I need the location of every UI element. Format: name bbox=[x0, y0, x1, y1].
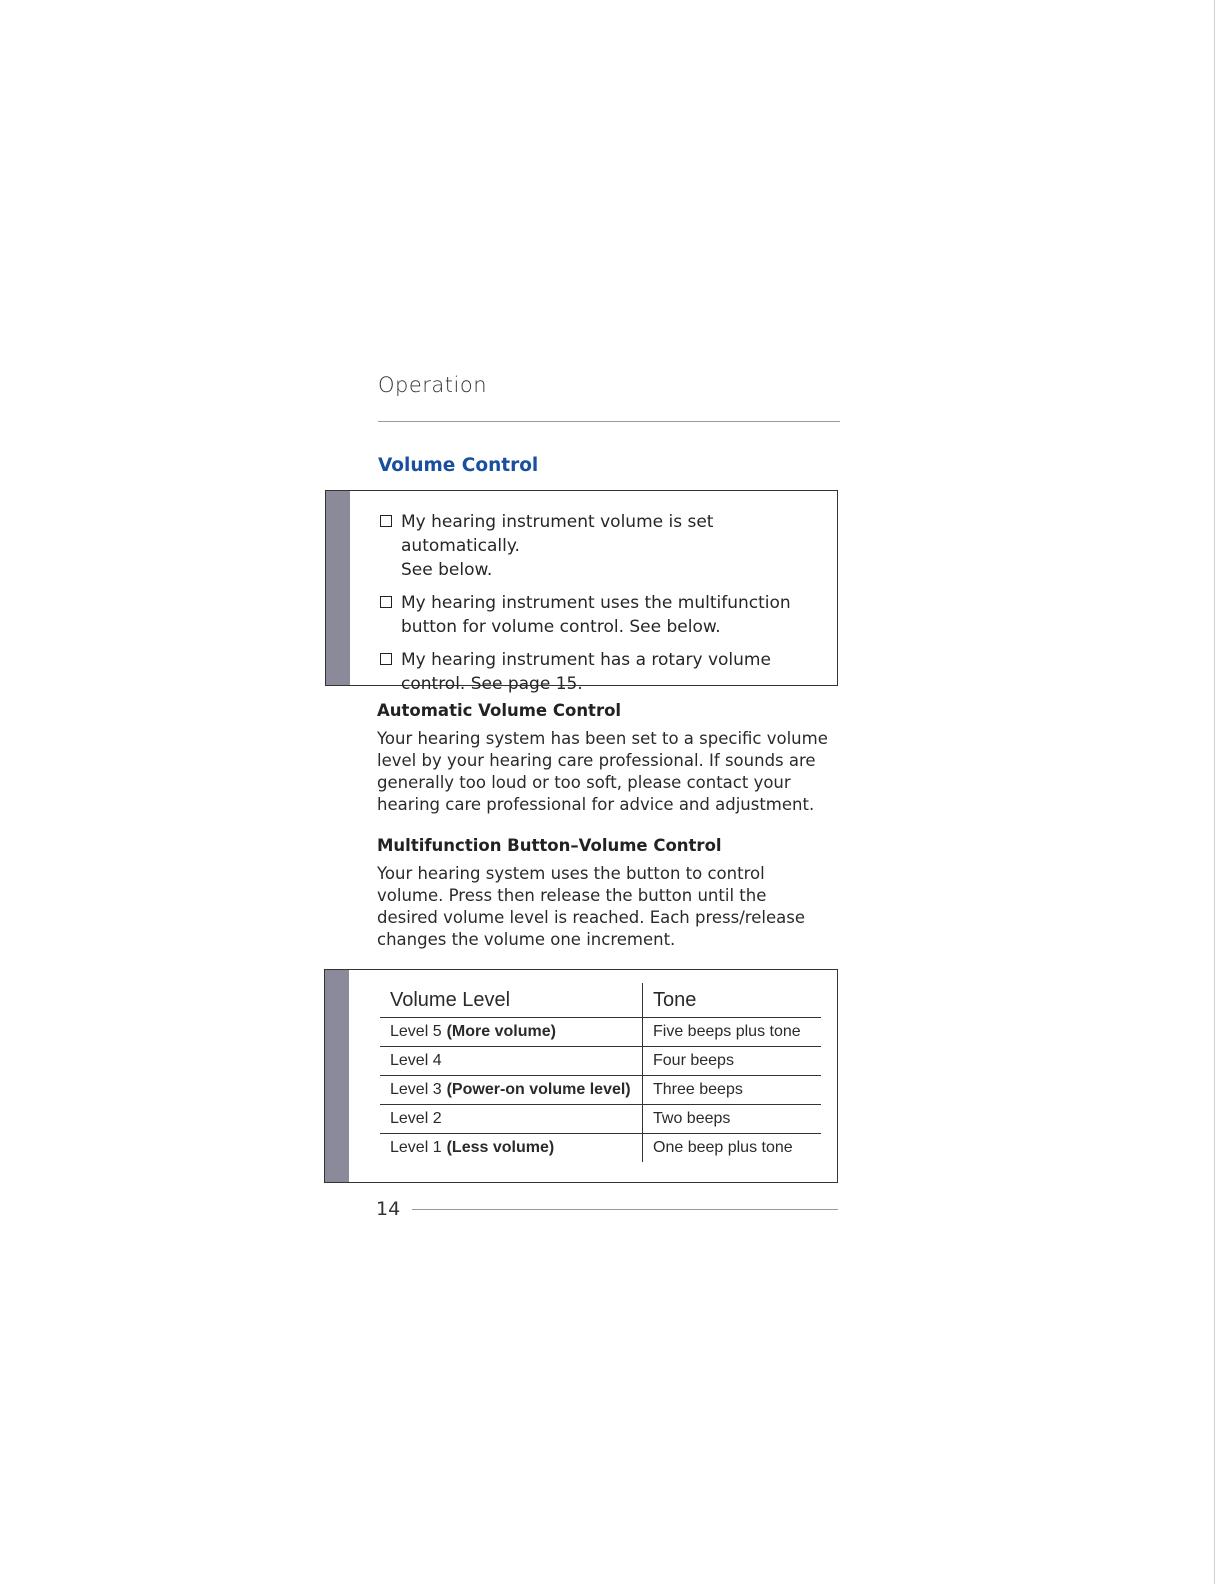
multifunction-volume-text bbox=[377, 863, 837, 951]
section-title: Operation bbox=[378, 373, 488, 397]
panel-side-bar bbox=[325, 970, 349, 1182]
option-text-line1: My hearing instrument has a rotary volume bbox=[401, 650, 771, 670]
table-row bbox=[380, 1047, 821, 1076]
text-line: desired volume level is reached. Each press/release bbox=[377, 908, 805, 927]
level-note: (Power-on volume level) bbox=[446, 1081, 631, 1098]
tone-cell: One beep plus tone bbox=[653, 1139, 793, 1156]
checkbox-icon[interactable] bbox=[380, 653, 392, 665]
text-line: Your hearing system uses the button to control bbox=[377, 864, 765, 883]
level-label: Level 3 bbox=[390, 1081, 442, 1098]
option-text-line1: My hearing instrument volume is set automatically. bbox=[401, 512, 714, 556]
text-line: generally too loud or too soft, please contact your bbox=[377, 773, 791, 792]
tone-cell: Four beeps bbox=[643, 1047, 822, 1076]
option-text-line2: See below. bbox=[401, 560, 493, 580]
option-text-line2: control. See page 15. bbox=[401, 674, 583, 694]
volume-options-panel bbox=[325, 490, 838, 694]
level-cell bbox=[380, 1076, 643, 1105]
text-line: hearing care professional for advice and adjustment. bbox=[377, 795, 815, 814]
automatic-volume-text bbox=[377, 728, 837, 816]
checkbox-icon[interactable] bbox=[380, 596, 392, 608]
level-cell bbox=[380, 1047, 643, 1076]
text-line: volume. Press then release the button until the bbox=[377, 886, 767, 905]
volume-level-table-panel bbox=[324, 969, 838, 1183]
table-row bbox=[380, 1018, 821, 1047]
table-row bbox=[380, 1076, 821, 1105]
table-header-row bbox=[380, 983, 821, 1018]
level-label: Level 5 bbox=[390, 1023, 442, 1040]
option-automatic bbox=[379, 510, 829, 582]
volume-level-table bbox=[380, 983, 821, 1162]
table-row bbox=[380, 1105, 821, 1134]
level-label: Level 2 bbox=[390, 1110, 442, 1127]
volume-options-list bbox=[379, 510, 829, 705]
volume-control-title: Volume Control bbox=[378, 455, 539, 476]
multifunction-volume-heading: Multifunction Button–Volume Control bbox=[377, 836, 722, 855]
level-label: Level 1 bbox=[390, 1139, 442, 1156]
header-tone: Tone bbox=[643, 983, 822, 1018]
checkbox-icon[interactable] bbox=[380, 515, 392, 527]
page-number: 14 bbox=[376, 1198, 401, 1220]
level-note: (More volume) bbox=[446, 1023, 556, 1040]
level-cell bbox=[380, 1134, 643, 1163]
option-multifunction bbox=[379, 591, 829, 639]
text-line: Your hearing system has been set to a specific volume bbox=[377, 729, 828, 748]
level-cell bbox=[380, 1018, 643, 1047]
level-note: (Less volume) bbox=[446, 1139, 555, 1156]
tone-cell: Two beeps bbox=[643, 1105, 822, 1134]
text-line: changes the volume one increment. bbox=[377, 930, 676, 949]
footer-divider bbox=[412, 1209, 838, 1210]
table-row bbox=[380, 1134, 821, 1163]
tone-cell: Three beeps bbox=[643, 1076, 822, 1105]
tone-cell: Five beeps plus tone bbox=[643, 1018, 822, 1047]
level-cell bbox=[380, 1105, 643, 1134]
option-text-line2: button for volume control. See below. bbox=[401, 617, 721, 637]
panel-side-bar bbox=[326, 491, 350, 685]
multifunction-volume-section bbox=[377, 836, 837, 951]
page-edge bbox=[1214, 0, 1215, 1584]
text-line: level by your hearing care professional. If sounds are bbox=[377, 751, 816, 770]
option-text-line1: My hearing instrument uses the multifunction bbox=[401, 593, 791, 613]
header-volume-level: Volume Level bbox=[380, 983, 643, 1018]
level-label: Level 4 bbox=[390, 1052, 442, 1069]
option-rotary bbox=[379, 648, 829, 696]
title-divider bbox=[378, 421, 840, 422]
automatic-volume-section bbox=[377, 701, 837, 816]
automatic-volume-heading: Automatic Volume Control bbox=[377, 701, 622, 720]
